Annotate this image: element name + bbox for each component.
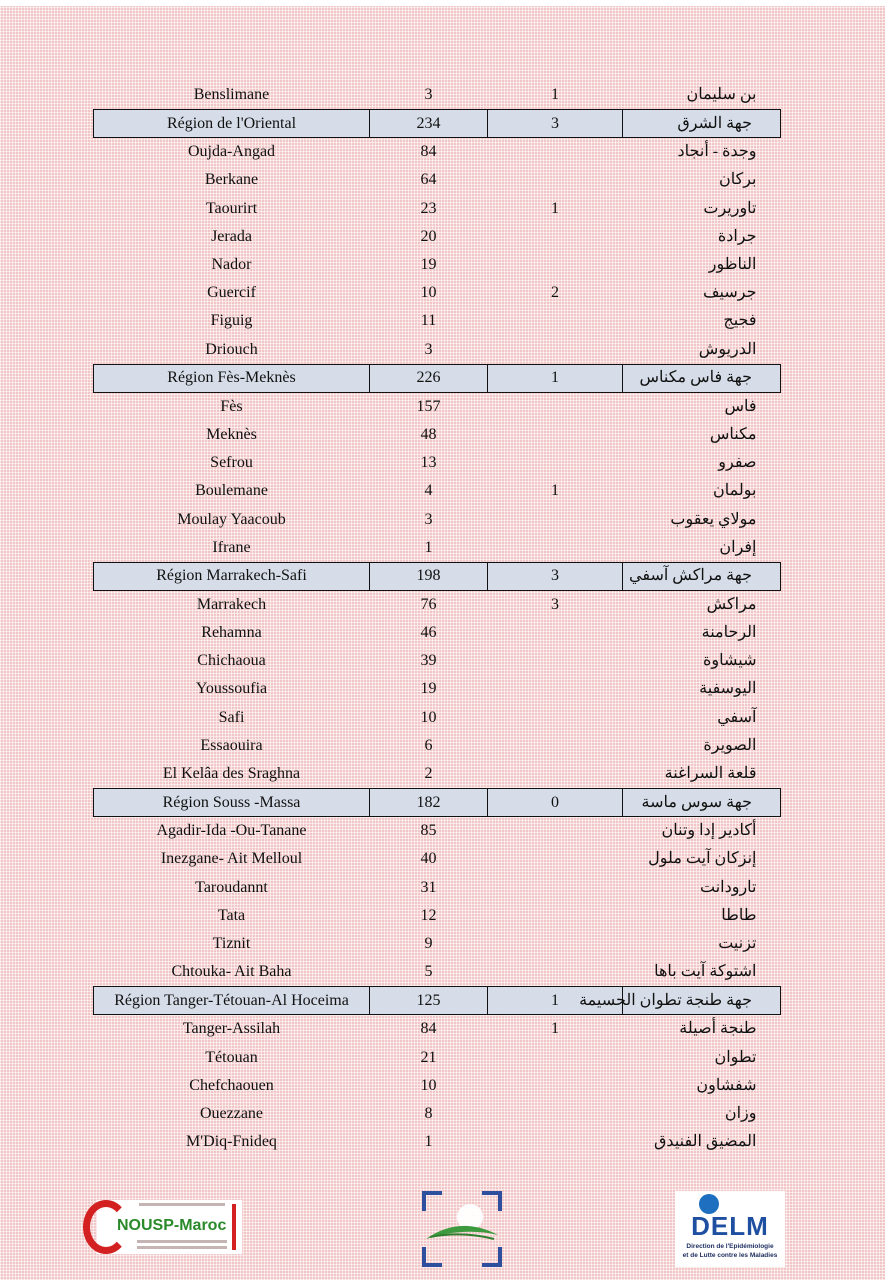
deaths-count xyxy=(488,307,623,335)
table-row xyxy=(94,392,781,421)
table-row xyxy=(94,421,781,449)
province-name-ar: الدريوش xyxy=(698,340,757,358)
cases-count: 20 xyxy=(420,227,437,245)
province-name-ar: بولمان xyxy=(713,482,757,500)
table-row xyxy=(94,704,781,732)
province-name-ar: مكناس xyxy=(709,425,757,443)
footer-logos xyxy=(0,1185,885,1275)
cases-count: 157 xyxy=(416,397,441,415)
cases-count: 46 xyxy=(420,624,437,642)
province-name-fr: Boulemane xyxy=(195,482,268,500)
cases-count: 84 xyxy=(420,143,437,161)
table-row xyxy=(94,223,781,251)
table-row xyxy=(94,619,781,647)
deaths-count xyxy=(488,336,623,365)
table-row xyxy=(94,307,781,335)
deaths-count xyxy=(488,874,623,902)
region-row xyxy=(94,110,781,138)
page-top-edge xyxy=(0,0,885,6)
cases-count: 13 xyxy=(420,454,437,472)
province-name-ar: جرادة xyxy=(717,227,757,245)
cases-count: 10 xyxy=(420,284,437,302)
table-row xyxy=(94,477,781,505)
province-name-ar: وجدة - أنجاد xyxy=(677,143,757,161)
cases-count: 11 xyxy=(420,312,437,330)
province-name-fr: Berkane xyxy=(204,171,259,189)
province-name-fr: Rehamna xyxy=(201,624,262,642)
table-row xyxy=(94,138,781,167)
province-name-fr: Guercif xyxy=(207,284,256,302)
province-name-ar: مولاي يعقوب xyxy=(670,510,757,528)
table-row xyxy=(94,732,781,760)
deaths-count: 2 xyxy=(551,284,559,302)
table-row xyxy=(94,449,781,477)
table-row xyxy=(94,874,781,902)
deaths-count xyxy=(488,760,623,789)
province-name-ar: اشتوكة آيت باها xyxy=(654,963,757,981)
deaths-count xyxy=(488,1072,623,1100)
province-name-fr: Marrakech xyxy=(196,595,267,613)
province-name-ar: شفشاون xyxy=(696,1076,757,1094)
province-name-fr: Nador xyxy=(211,256,252,274)
province-name-ar: تزنيت xyxy=(718,934,757,952)
province-name-fr: Meknès xyxy=(206,425,257,443)
table-row xyxy=(94,1043,781,1071)
table-row xyxy=(94,647,781,675)
table-row xyxy=(94,590,781,619)
province-name-fr: Taourirt xyxy=(205,199,258,217)
province-name-ar: بن سليمان xyxy=(686,86,757,104)
cases-count: 31 xyxy=(420,878,437,896)
deaths-count xyxy=(488,251,623,279)
table-row xyxy=(94,675,781,703)
deaths-count xyxy=(488,675,623,703)
region-name-fr: Région Fès-Meknès xyxy=(94,364,370,392)
cases-count: 3 xyxy=(424,340,433,358)
deaths-count xyxy=(488,392,623,421)
ministry-emblem-logo xyxy=(420,1189,504,1269)
province-name-fr: Chefchaouen xyxy=(189,1076,274,1094)
deaths-count xyxy=(488,704,623,732)
delm-logo-subtitle-2: et de Lutte contre les Maladies xyxy=(682,1252,778,1259)
deaths-count xyxy=(488,505,623,533)
cases-count: 39 xyxy=(420,652,437,670)
nousp-logo xyxy=(97,1200,242,1254)
province-name-ar: تاوريرت xyxy=(703,199,757,217)
province-name-fr: M'Diq-Fnideq xyxy=(186,1133,277,1151)
province-name-fr: Taroudannt xyxy=(195,878,268,896)
cases-count: 125 xyxy=(370,987,488,1015)
cases-count: 3 xyxy=(424,86,433,104)
nousp-red-bar xyxy=(232,1204,236,1250)
province-name-fr: Chichaoua xyxy=(197,652,266,670)
province-name-ar: وزان xyxy=(724,1104,757,1122)
cases-count: 48 xyxy=(420,425,437,443)
table-row xyxy=(94,1100,781,1128)
cases-table xyxy=(93,81,781,1156)
cases-count: 6 xyxy=(424,736,433,754)
cases-count: 85 xyxy=(420,822,437,840)
deaths-count: 0 xyxy=(488,789,623,817)
deaths-count: 1 xyxy=(551,199,559,217)
table-row xyxy=(94,1015,781,1044)
province-name-fr: Inezgane- Ait Melloul xyxy=(160,850,303,868)
cases-count: 84 xyxy=(420,1020,437,1038)
deaths-count: 1 xyxy=(488,364,623,392)
province-name-fr: Figuig xyxy=(210,312,253,330)
cases-count: 12 xyxy=(420,906,437,924)
province-name-ar: الرحامنة xyxy=(701,624,757,642)
province-name-fr: Agadir-Ida -Ou-Tanane xyxy=(156,822,307,840)
cases-count: 9 xyxy=(424,934,433,952)
cases-count: 40 xyxy=(420,850,437,868)
cases-count: 198 xyxy=(370,562,488,590)
cases-count: 10 xyxy=(420,708,437,726)
deaths-count xyxy=(488,647,623,675)
cases-count: 1 xyxy=(424,538,433,556)
delm-logo-subtitle-1: Direction de l'Epidémiologie xyxy=(686,1243,774,1250)
cases-count: 21 xyxy=(420,1048,437,1066)
province-name-ar: طنجة أصيلة xyxy=(679,1020,757,1038)
region-name-fr: Région Souss -Massa xyxy=(94,789,370,817)
deaths-count: 1 xyxy=(488,987,623,1015)
deaths-count xyxy=(488,1100,623,1128)
cases-count: 226 xyxy=(370,364,488,392)
deaths-count xyxy=(488,930,623,958)
cases-count: 23 xyxy=(420,199,437,217)
province-name-ar: الصويرة xyxy=(703,736,757,754)
region-name-ar: جهة فاس مكناس xyxy=(623,364,781,392)
province-name-fr: Driouch xyxy=(205,340,258,358)
region-row xyxy=(94,364,781,392)
deaths-count xyxy=(488,902,623,930)
province-name-fr: Moulay Yaacoub xyxy=(177,510,286,528)
table-row xyxy=(94,817,781,846)
table-row xyxy=(94,1072,781,1100)
deaths-count: 3 xyxy=(488,110,623,138)
region-name-fr: Région de l'Oriental xyxy=(94,110,370,138)
province-name-fr: Tata xyxy=(217,906,246,924)
province-name-ar: مراكش xyxy=(706,595,757,613)
province-name-fr: El Kelâa des Sraghna xyxy=(162,765,301,783)
province-name-fr: Ifrane xyxy=(212,538,251,556)
cases-count: 5 xyxy=(424,963,433,981)
deaths-count: 1 xyxy=(551,482,559,500)
province-name-ar: صفرو xyxy=(718,454,757,472)
table-row xyxy=(94,534,781,563)
deaths-count xyxy=(488,421,623,449)
table-row xyxy=(94,1128,781,1156)
delm-logo-name: DELM xyxy=(691,1211,769,1241)
cases-count: 19 xyxy=(420,256,437,274)
deaths-count: 3 xyxy=(488,562,623,590)
deaths-count xyxy=(488,1128,623,1156)
nousp-caption-mark-2 xyxy=(137,1246,227,1249)
cases-count: 234 xyxy=(370,110,488,138)
province-name-fr: Jerada xyxy=(211,227,252,245)
deaths-count xyxy=(488,166,623,194)
table-body xyxy=(94,81,781,1156)
cases-count: 182 xyxy=(370,789,488,817)
cases-count: 3 xyxy=(424,510,433,528)
cases-count: 10 xyxy=(420,1076,437,1094)
province-name-fr: Ouezzane xyxy=(199,1104,264,1122)
province-name-ar: طاطا xyxy=(721,906,757,924)
table-row xyxy=(94,845,781,873)
deaths-count xyxy=(488,223,623,251)
province-name-fr: Youssoufia xyxy=(195,680,268,698)
province-name-ar: إفران xyxy=(719,538,757,556)
nousp-logo-name: NOUSP-Maroc xyxy=(117,1217,227,1234)
province-name-ar: قلعة السراغنة xyxy=(664,765,757,783)
region-name-fr: Région Marrakech-Safi xyxy=(94,562,370,590)
province-name-ar: شيشاوة xyxy=(703,652,757,670)
province-name-ar: آسفي xyxy=(717,708,757,726)
region-name-ar: جهة الشرق xyxy=(623,110,781,138)
province-name-fr: Sefrou xyxy=(210,454,253,472)
cases-count: 8 xyxy=(424,1104,433,1122)
table-row xyxy=(94,251,781,279)
deaths-count xyxy=(488,534,623,563)
province-name-ar: الناظور xyxy=(708,256,757,274)
region-row xyxy=(94,987,781,1015)
province-name-ar: فاس xyxy=(724,397,757,415)
region-row xyxy=(94,562,781,590)
province-name-fr: Chtouka- Ait Baha xyxy=(171,963,292,981)
province-name-ar: تطوان xyxy=(714,1048,757,1066)
region-name-fr: Région Tanger-Tétouan-Al Hoceima xyxy=(94,987,370,1015)
table-row xyxy=(94,279,781,307)
province-name-fr: Benslimane xyxy=(193,86,270,104)
cases-count: 2 xyxy=(424,765,433,783)
province-name-fr: Tiznit xyxy=(212,934,251,952)
deaths-count xyxy=(488,845,623,873)
nousp-arabic-caption-mark xyxy=(139,1203,225,1206)
province-name-fr: Fès xyxy=(220,397,243,415)
province-name-ar: المضيق الفنيدق xyxy=(654,1133,757,1151)
deaths-count xyxy=(488,817,623,846)
table-row xyxy=(94,760,781,789)
table-row xyxy=(94,958,781,987)
deaths-count xyxy=(488,1043,623,1071)
cases-count: 4 xyxy=(424,482,433,500)
table-row xyxy=(94,930,781,958)
region-name-ar: جهة طنجة تطوان الحسيمة xyxy=(623,987,781,1015)
deaths-count xyxy=(488,619,623,647)
table-row xyxy=(94,902,781,930)
province-name-ar: اليوسفية xyxy=(699,680,757,698)
table-row xyxy=(94,195,781,223)
region-name-ar: جهة مراكش آسفي xyxy=(623,562,781,590)
nousp-caption-mark xyxy=(137,1240,227,1243)
province-name-fr: Tanger-Assilah xyxy=(182,1020,281,1038)
table-row xyxy=(94,166,781,194)
deaths-count: 1 xyxy=(551,86,559,104)
province-name-fr: Safi xyxy=(218,708,245,726)
deaths-count: 1 xyxy=(551,1020,559,1038)
province-name-ar: بركان xyxy=(718,171,757,189)
deaths-count: 3 xyxy=(551,595,559,613)
province-name-fr: Oujda-Angad xyxy=(187,143,276,161)
table-row xyxy=(94,505,781,533)
region-name-ar: جهة سوس ماسة xyxy=(623,789,781,817)
region-row xyxy=(94,789,781,817)
province-name-ar: تارودانت xyxy=(699,878,757,896)
cases-count: 76 xyxy=(420,595,437,613)
table-row xyxy=(94,336,781,365)
province-name-fr: Essaouira xyxy=(200,736,263,754)
province-name-ar: أكادير إدا وتنان xyxy=(661,822,757,840)
deaths-count xyxy=(488,958,623,987)
deaths-count xyxy=(488,732,623,760)
cases-count: 1 xyxy=(424,1133,433,1151)
province-name-ar: فجيج xyxy=(723,312,757,330)
province-name-ar: جرسيف xyxy=(702,284,757,302)
deaths-count xyxy=(488,449,623,477)
province-name-fr: Tétouan xyxy=(205,1048,258,1066)
delm-logo xyxy=(675,1191,785,1267)
deaths-count xyxy=(488,138,623,167)
table-row xyxy=(94,81,781,110)
cases-count: 64 xyxy=(420,171,437,189)
cases-count: 19 xyxy=(420,680,437,698)
province-name-ar: إنزكان آيت ملول xyxy=(648,850,757,868)
